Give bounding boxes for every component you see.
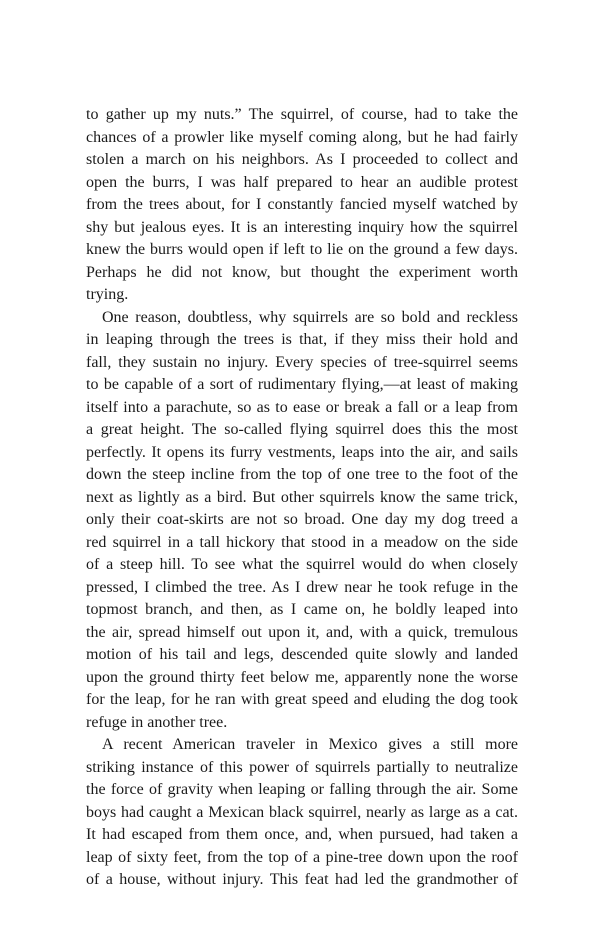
paragraph: [86, 307, 518, 735]
text-line: knew the burrs would open if left to lie on the ground a few days.: [86, 241, 518, 258]
text-line: leap of sixty feet, from the top of a pine-tree down upon the roof: [86, 848, 518, 866]
text-line: striking instance of this power of squirrels partially to neutralize: [86, 758, 518, 776]
text-line: of a house, without injury. This feat had led the grandmother of: [86, 871, 518, 888]
text-line: motion of his tail and legs, descended quite slowly and landed: [86, 646, 518, 663]
book-page-text: [86, 104, 518, 892]
text-line: upon the ground thirty feet below me, apparently none the worse: [86, 668, 518, 686]
text-line: red squirrel in a tall hickory that stood in a meadow on the side: [86, 533, 518, 551]
text-line: for the leap, for he ran with great speed and eluding the dog took: [86, 691, 518, 708]
text-line: in leaping through the trees is that, if they miss their hold and: [86, 331, 518, 348]
text-line: fall, they sustain no injury. Every species of tree-squirrel seems: [86, 353, 518, 371]
text-line: A recent American traveler in Mexico gives a still more: [102, 736, 518, 753]
text-line: trying.: [86, 286, 129, 303]
text-line: refuge in another tree.: [86, 713, 228, 731]
text-line: itself into a parachute, so as to ease or break a fall or a leap from: [86, 398, 518, 416]
text-line: Perhaps he did not know, but thought the experiment worth: [86, 263, 518, 281]
text-line: boys had caught a Mexican black squirrel, nearly as large as a cat.: [86, 803, 518, 821]
text-line: It had escaped from them once, and, when pursued, had taken a: [86, 826, 518, 843]
text-line: only their coat-skirts are not so broad. One day my dog treed a: [86, 511, 518, 528]
text-line: of a steep hill. To see what the squirrel would do when closely: [86, 556, 518, 573]
text-line: to be capable of a sort of rudimentary flying,—at least of making: [86, 376, 518, 393]
text-line: open the burrs, I was half prepared to hear an audible protest: [86, 173, 518, 191]
text-line: One reason, doubtless, why squirrels are so bold and reckless: [102, 308, 518, 326]
text-line: the force of gravity when leaping or falling through the air. Some: [86, 781, 518, 798]
paragraph: [86, 734, 518, 892]
paragraph: [86, 104, 518, 307]
text-line: a great height. The so-called flying squirrel does this the most: [86, 421, 518, 438]
text-line: chances of a prowler like myself coming along, but he had fairly: [86, 128, 518, 146]
text-line: perfectly. It opens its furry vestments, leaps into the air, and sails: [86, 443, 518, 461]
text-line: next as lightly as a bird. But other squirrels know the same trick,: [86, 488, 518, 506]
text-line: topmost branch, and then, as I came on, he boldly leaped into: [86, 601, 518, 618]
text-line: stolen a march on his neighbors. As I proceeded to collect and: [86, 151, 518, 168]
text-line: the air, spread himself out upon it, and, with a quick, tremulous: [86, 623, 518, 641]
text-line: shy but jealous eyes. It is an interesting inquiry how the squirrel: [86, 218, 518, 236]
text-line: down the steep incline from the top of one tree to the foot of the: [86, 466, 518, 483]
text-line: from the trees about, for I constantly fancied myself watched by: [86, 196, 518, 213]
text-line: pressed, I climbed the tree. As I drew near he took refuge in the: [86, 578, 518, 596]
text-line: to gather up my nuts.” The squirrel, of course, had to take the: [86, 106, 518, 123]
